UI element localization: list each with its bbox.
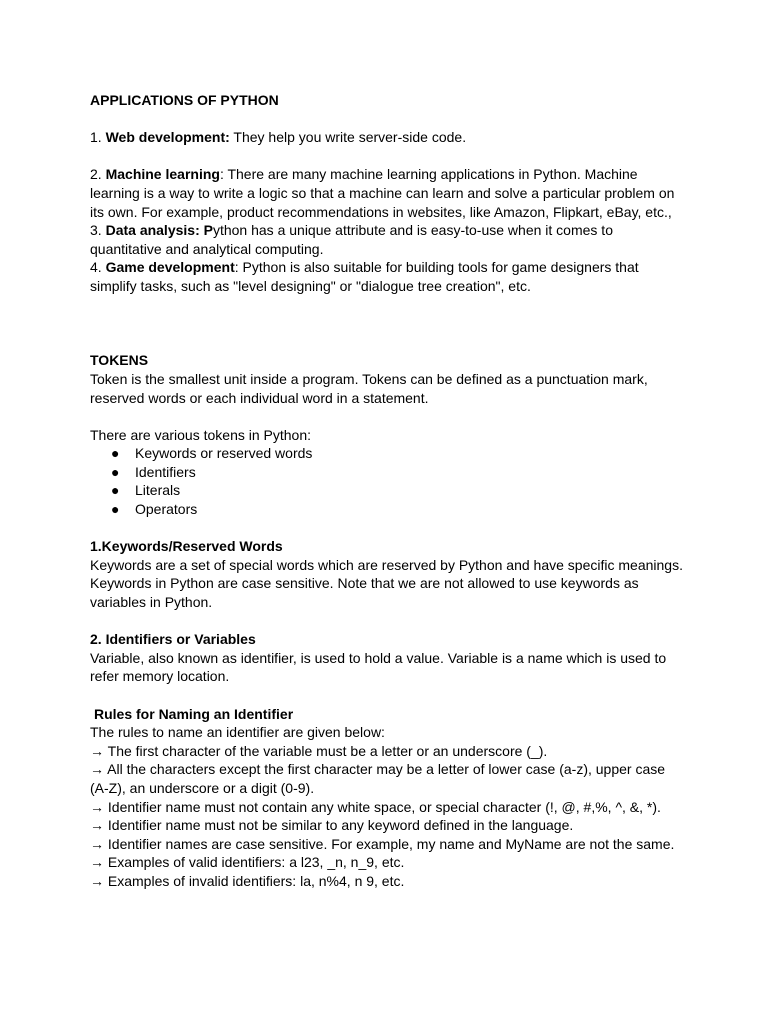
application-item-ml: 2. Machine learning: There are many machine learning applications in Python. Machine xyxy=(90,166,638,183)
list-item: ● Operators xyxy=(111,501,198,518)
bullet-icon: ● xyxy=(111,445,120,462)
rule-line: → Identifier name must not contain any white space, or special character (!, @, #,%, ^, &, *). xyxy=(90,798,661,815)
application-item-data-line2: quantitative and analytical computing. xyxy=(90,240,324,257)
bullet-icon: ● xyxy=(111,501,120,518)
document-page xyxy=(90,91,690,891)
applications-heading: APPLICATIONS OF PYTHON xyxy=(90,92,279,108)
rule-line: → All the characters except the first character may be a letter of lower case (a-z), upper case xyxy=(90,761,666,778)
rule-line: → The first character of the variable must be a letter or an underscore (_). xyxy=(90,742,548,759)
application-item-ml-line3: its own. For example, product recommendations in websites, like Amazon, Flipkart, eBay, etc., xyxy=(90,203,672,220)
identifiers-heading: 2. Identifiers or Variables xyxy=(90,631,256,648)
application-item-web: 1. Web development: They help you write server-side code. xyxy=(90,129,467,146)
rule-line: → Examples of valid identifiers: a l23, _n, n_9, etc. xyxy=(90,854,405,871)
tokens-heading: TOKENS xyxy=(90,352,149,369)
tokens-intro: There are various tokens in Python: xyxy=(90,426,312,443)
rule-line: (A-Z), an underscore or a digit (0-9). xyxy=(90,779,315,796)
tokens-definition-line1: Token is the smallest unit inside a program. Tokens can be defined as a punctuation mark, xyxy=(90,370,648,387)
list-item: ● Identifiers xyxy=(111,463,196,480)
rule-line: → Identifier names are case sensitive. For example, my name and MyName are not the same. xyxy=(90,835,675,852)
identifiers-text-line1: Variable, also known as identifier, is used to hold a value. Variable is a name which is used to xyxy=(90,649,667,666)
tokens-list xyxy=(90,444,690,518)
rules-intro: The rules to name an identifier are given below: xyxy=(90,724,385,741)
rules-heading: Rules for Naming an Identifier xyxy=(94,705,294,722)
keywords-text-line1: Keywords are a set of special words which are reserved by Python and have specific meanings. xyxy=(90,556,683,573)
list-item: ● Keywords or reserved words xyxy=(111,445,313,462)
application-item-game-line2: simplify tasks, such as "level designing" or "dialogue tree creation", etc. xyxy=(90,277,531,294)
application-item-game: 4. Game development: Python is also suitable for building tools for game designers that xyxy=(90,259,639,276)
keywords-text-line2: Keywords in Python are case sensitive. Note that we are not allowed to use keywords as xyxy=(90,575,639,592)
tokens-definition-line2: reserved words or each individual word in a statement. xyxy=(90,389,429,406)
list-item: ● Literals xyxy=(111,482,181,499)
bullet-icon: ● xyxy=(111,463,120,480)
rule-line: → Identifier name must not be similar to any keyword defined in the language. xyxy=(90,817,574,834)
bullet-icon: ● xyxy=(111,482,120,499)
application-item-data: 3. Data analysis: Python has a unique attribute and is easy-to-use when it comes to xyxy=(90,222,613,239)
keywords-heading: 1.Keywords/Reserved Words xyxy=(90,538,283,555)
rule-line: → Examples of invalid identifiers: la, n%4, n 9, etc. xyxy=(90,872,405,889)
keywords-text-line3: variables in Python. xyxy=(90,594,213,611)
identifiers-text-line2: refer memory location. xyxy=(90,668,230,685)
application-item-ml-line2: learning is a way to write a logic so that a machine can learn and solve a particular problem on xyxy=(90,184,675,201)
